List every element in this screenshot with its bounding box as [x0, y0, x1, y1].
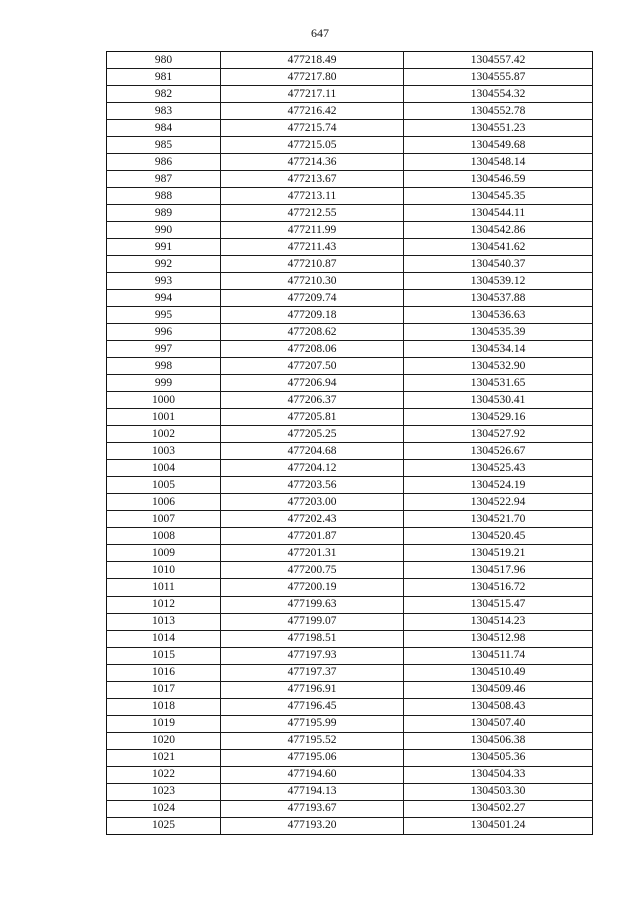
table-row: [107, 341, 593, 358]
point-number-cell: 990: [107, 222, 221, 239]
y-coordinate-cell: 1304552.78: [404, 103, 593, 120]
x-coordinate-cell: 477204.12: [221, 460, 404, 477]
y-coordinate-cell: 1304521.70: [404, 511, 593, 528]
y-coordinate-cell: 1304520.45: [404, 528, 593, 545]
x-coordinate-cell: 477206.94: [221, 375, 404, 392]
y-coordinate-cell: 1304501.24: [404, 817, 593, 834]
y-coordinate-cell: 1304546.59: [404, 171, 593, 188]
x-coordinate-cell: 477214.36: [221, 154, 404, 171]
table-row: [107, 171, 593, 188]
table-row: [107, 749, 593, 766]
y-coordinate-cell: 1304504.33: [404, 766, 593, 783]
x-coordinate-cell: 477195.06: [221, 749, 404, 766]
point-number-cell: 997: [107, 341, 221, 358]
table-row: [107, 545, 593, 562]
point-number-cell: 1005: [107, 477, 221, 494]
point-number-cell: 982: [107, 86, 221, 103]
x-coordinate-cell: 477210.30: [221, 273, 404, 290]
table-row: [107, 154, 593, 171]
y-coordinate-cell: 1304557.42: [404, 52, 593, 69]
y-coordinate-cell: 1304535.39: [404, 324, 593, 341]
x-coordinate-cell: 477213.11: [221, 188, 404, 205]
x-coordinate-cell: 477211.43: [221, 239, 404, 256]
table-row: [107, 528, 593, 545]
point-number-cell: 984: [107, 120, 221, 137]
x-coordinate-cell: 477217.80: [221, 69, 404, 86]
x-coordinate-cell: 477196.91: [221, 681, 404, 698]
point-number-cell: 981: [107, 69, 221, 86]
point-number-cell: 998: [107, 358, 221, 375]
table-row: [107, 664, 593, 681]
y-coordinate-cell: 1304548.14: [404, 154, 593, 171]
y-coordinate-cell: 1304514.23: [404, 613, 593, 630]
table-row: [107, 358, 593, 375]
table-row: [107, 273, 593, 290]
table-row: [107, 800, 593, 817]
table-row: [107, 137, 593, 154]
x-coordinate-cell: 477197.37: [221, 664, 404, 681]
x-coordinate-cell: 477203.00: [221, 494, 404, 511]
point-number-cell: 1004: [107, 460, 221, 477]
y-coordinate-cell: 1304532.90: [404, 358, 593, 375]
table-row: [107, 511, 593, 528]
x-coordinate-cell: 477196.45: [221, 698, 404, 715]
table-row: [107, 188, 593, 205]
point-number-cell: 1025: [107, 817, 221, 834]
point-number-cell: 995: [107, 307, 221, 324]
point-number-cell: 999: [107, 375, 221, 392]
point-number-cell: 992: [107, 256, 221, 273]
y-coordinate-cell: 1304524.19: [404, 477, 593, 494]
x-coordinate-cell: 477205.81: [221, 409, 404, 426]
point-number-cell: 986: [107, 154, 221, 171]
point-number-cell: 1023: [107, 783, 221, 800]
x-coordinate-cell: 477204.68: [221, 443, 404, 460]
table-row: [107, 443, 593, 460]
x-coordinate-cell: 477195.52: [221, 732, 404, 749]
x-coordinate-cell: 477197.93: [221, 647, 404, 664]
y-coordinate-cell: 1304549.68: [404, 137, 593, 154]
point-number-cell: 989: [107, 205, 221, 222]
x-coordinate-cell: 477195.99: [221, 715, 404, 732]
x-coordinate-cell: 477194.13: [221, 783, 404, 800]
x-coordinate-cell: 477199.07: [221, 613, 404, 630]
point-number-cell: 1018: [107, 698, 221, 715]
y-coordinate-cell: 1304541.62: [404, 239, 593, 256]
x-coordinate-cell: 477209.18: [221, 307, 404, 324]
point-number-cell: 983: [107, 103, 221, 120]
x-coordinate-cell: 477193.20: [221, 817, 404, 834]
y-coordinate-cell: 1304505.36: [404, 749, 593, 766]
table-row: [107, 766, 593, 783]
point-number-cell: 980: [107, 52, 221, 69]
point-number-cell: 993: [107, 273, 221, 290]
table-row: [107, 715, 593, 732]
x-coordinate-cell: 477209.74: [221, 290, 404, 307]
point-number-cell: 1013: [107, 613, 221, 630]
point-number-cell: 1014: [107, 630, 221, 647]
y-coordinate-cell: 1304519.21: [404, 545, 593, 562]
y-coordinate-cell: 1304540.37: [404, 256, 593, 273]
table-row: [107, 460, 593, 477]
x-coordinate-cell: 477217.11: [221, 86, 404, 103]
point-number-cell: 991: [107, 239, 221, 256]
point-number-cell: 1001: [107, 409, 221, 426]
table-row: [107, 426, 593, 443]
x-coordinate-cell: 477208.06: [221, 341, 404, 358]
y-coordinate-cell: 1304502.27: [404, 800, 593, 817]
table-row: [107, 783, 593, 800]
point-number-cell: 1019: [107, 715, 221, 732]
point-number-cell: 1006: [107, 494, 221, 511]
table-row: [107, 52, 593, 69]
table-row: [107, 647, 593, 664]
table-row: [107, 562, 593, 579]
point-number-cell: 1002: [107, 426, 221, 443]
table-row: [107, 307, 593, 324]
y-coordinate-cell: 1304534.14: [404, 341, 593, 358]
y-coordinate-cell: 1304522.94: [404, 494, 593, 511]
point-number-cell: 1007: [107, 511, 221, 528]
y-coordinate-cell: 1304539.12: [404, 273, 593, 290]
y-coordinate-cell: 1304531.65: [404, 375, 593, 392]
point-number-cell: 1024: [107, 800, 221, 817]
table-row: [107, 596, 593, 613]
y-coordinate-cell: 1304509.46: [404, 681, 593, 698]
x-coordinate-cell: 477208.62: [221, 324, 404, 341]
coordinates-table-body: [107, 52, 593, 835]
y-coordinate-cell: 1304512.98: [404, 630, 593, 647]
x-coordinate-cell: 477200.19: [221, 579, 404, 596]
x-coordinate-cell: 477215.05: [221, 137, 404, 154]
point-number-cell: 996: [107, 324, 221, 341]
y-coordinate-cell: 1304526.67: [404, 443, 593, 460]
y-coordinate-cell: 1304506.38: [404, 732, 593, 749]
point-number-cell: 1022: [107, 766, 221, 783]
table-row: [107, 392, 593, 409]
x-coordinate-cell: 477205.25: [221, 426, 404, 443]
x-coordinate-cell: 477201.31: [221, 545, 404, 562]
x-coordinate-cell: 477216.42: [221, 103, 404, 120]
point-number-cell: 1012: [107, 596, 221, 613]
table-row: [107, 375, 593, 392]
y-coordinate-cell: 1304508.43: [404, 698, 593, 715]
x-coordinate-cell: 477203.56: [221, 477, 404, 494]
table-row: [107, 681, 593, 698]
point-number-cell: 1010: [107, 562, 221, 579]
table-row: [107, 630, 593, 647]
table-row: [107, 103, 593, 120]
table-row: [107, 477, 593, 494]
table-row: [107, 222, 593, 239]
x-coordinate-cell: 477212.55: [221, 205, 404, 222]
x-coordinate-cell: 477206.37: [221, 392, 404, 409]
point-number-cell: 1011: [107, 579, 221, 596]
x-coordinate-cell: 477201.87: [221, 528, 404, 545]
x-coordinate-cell: 477211.99: [221, 222, 404, 239]
table-row: [107, 817, 593, 834]
table-row: [107, 120, 593, 137]
x-coordinate-cell: 477199.63: [221, 596, 404, 613]
y-coordinate-cell: 1304555.87: [404, 69, 593, 86]
table-row: [107, 69, 593, 86]
x-coordinate-cell: 477200.75: [221, 562, 404, 579]
coordinates-table: [106, 51, 593, 835]
table-row: [107, 409, 593, 426]
y-coordinate-cell: 1304529.16: [404, 409, 593, 426]
table-row: [107, 86, 593, 103]
x-coordinate-cell: 477210.87: [221, 256, 404, 273]
x-coordinate-cell: 477218.49: [221, 52, 404, 69]
y-coordinate-cell: 1304527.92: [404, 426, 593, 443]
point-number-cell: 985: [107, 137, 221, 154]
y-coordinate-cell: 1304503.30: [404, 783, 593, 800]
x-coordinate-cell: 477207.50: [221, 358, 404, 375]
y-coordinate-cell: 1304511.74: [404, 647, 593, 664]
y-coordinate-cell: 1304536.63: [404, 307, 593, 324]
y-coordinate-cell: 1304542.86: [404, 222, 593, 239]
point-number-cell: 1017: [107, 681, 221, 698]
table-row: [107, 732, 593, 749]
point-number-cell: 987: [107, 171, 221, 188]
point-number-cell: 994: [107, 290, 221, 307]
y-coordinate-cell: 1304544.11: [404, 205, 593, 222]
x-coordinate-cell: 477213.67: [221, 171, 404, 188]
point-number-cell: 1009: [107, 545, 221, 562]
y-coordinate-cell: 1304525.43: [404, 460, 593, 477]
y-coordinate-cell: 1304530.41: [404, 392, 593, 409]
table-row: [107, 494, 593, 511]
point-number-cell: 1020: [107, 732, 221, 749]
table-row: [107, 239, 593, 256]
table-row: [107, 205, 593, 222]
y-coordinate-cell: 1304545.35: [404, 188, 593, 205]
point-number-cell: 1000: [107, 392, 221, 409]
y-coordinate-cell: 1304554.32: [404, 86, 593, 103]
table-row: [107, 290, 593, 307]
y-coordinate-cell: 1304510.49: [404, 664, 593, 681]
x-coordinate-cell: 477193.67: [221, 800, 404, 817]
table-row: [107, 579, 593, 596]
x-coordinate-cell: 477202.43: [221, 511, 404, 528]
table-row: [107, 698, 593, 715]
table-row: [107, 256, 593, 273]
point-number-cell: 1008: [107, 528, 221, 545]
y-coordinate-cell: 1304516.72: [404, 579, 593, 596]
point-number-cell: 988: [107, 188, 221, 205]
y-coordinate-cell: 1304507.40: [404, 715, 593, 732]
table-row: [107, 613, 593, 630]
y-coordinate-cell: 1304517.96: [404, 562, 593, 579]
page-number: 647: [311, 26, 329, 40]
point-number-cell: 1003: [107, 443, 221, 460]
point-number-cell: 1016: [107, 664, 221, 681]
y-coordinate-cell: 1304515.47: [404, 596, 593, 613]
point-number-cell: 1021: [107, 749, 221, 766]
y-coordinate-cell: 1304537.88: [404, 290, 593, 307]
x-coordinate-cell: 477215.74: [221, 120, 404, 137]
y-coordinate-cell: 1304551.23: [404, 120, 593, 137]
x-coordinate-cell: 477198.51: [221, 630, 404, 647]
point-number-cell: 1015: [107, 647, 221, 664]
table-row: [107, 324, 593, 341]
x-coordinate-cell: 477194.60: [221, 766, 404, 783]
